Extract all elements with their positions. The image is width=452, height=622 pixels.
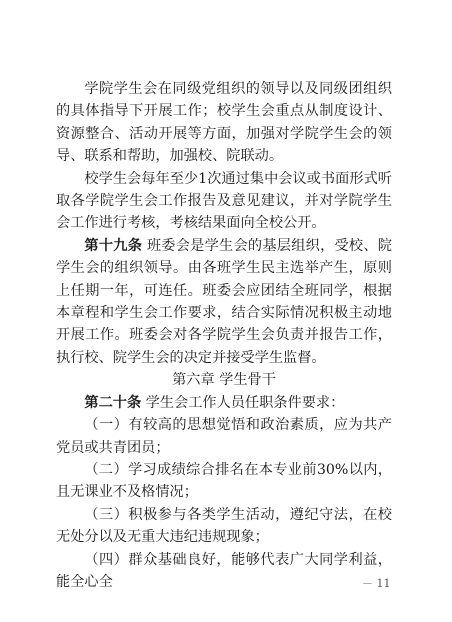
article-20-text: 学生会工作人员任职条件要求： — [141, 394, 345, 411]
paragraph-annual-report: 校学生会每年至少1次通过集中会议或书面形式听取各学院学生会工作报告及意见建议，并对学院学生会工作进行考核，考核结果面向全校公开。 — [56, 170, 392, 232]
paragraph-college-student-union: 学院学生会在同级党组织的领导以及同级团组织的具体指导下开展工作；校学生会重点从制度设计、资源整合、活动开展等方面，加强对学院学生会的领导、联系和帮助，加强校、院联动。 — [56, 81, 392, 165]
list-item-2: （二）学习成绩综合排名在本专业前30%以内，且无课业不及格情况； — [56, 461, 392, 501]
list-item-1: （一）有较高的思想觉悟和政治素质，应为共产党员或共青团员； — [56, 417, 392, 456]
article-19-text: 班委会是学生会的基层组织，受校、院学生会的组织领导。由各班学生民主选举产生，原则上任期一年，可连任。班委会应团结全班同学，根据本章程和学生会工作要求，结合实际情况积极主动地开展工作。班委会对各学院学生会负责并报告工作，执行校、院学生会的决定并接受学生监督。 — [56, 237, 392, 366]
list-item-4: （四）群众基础良好，能够代表广大同学利益，能全心全 — [56, 551, 392, 590]
chapter-heading: 第六章 学生骨干 — [172, 372, 276, 389]
page-number: － 11 — [362, 577, 391, 590]
paragraph-article-19 — [56, 235, 392, 369]
article-19-label: 第十九条 — [84, 237, 143, 254]
paragraph-article-20 — [56, 392, 392, 414]
article-20-label: 第二十条 — [84, 394, 142, 411]
list-item-3: （三）积极参与各类学生活动，遵纪守法，在校无处分以及无重大违纪违规现象； — [56, 506, 392, 546]
document-body — [56, 78, 392, 593]
